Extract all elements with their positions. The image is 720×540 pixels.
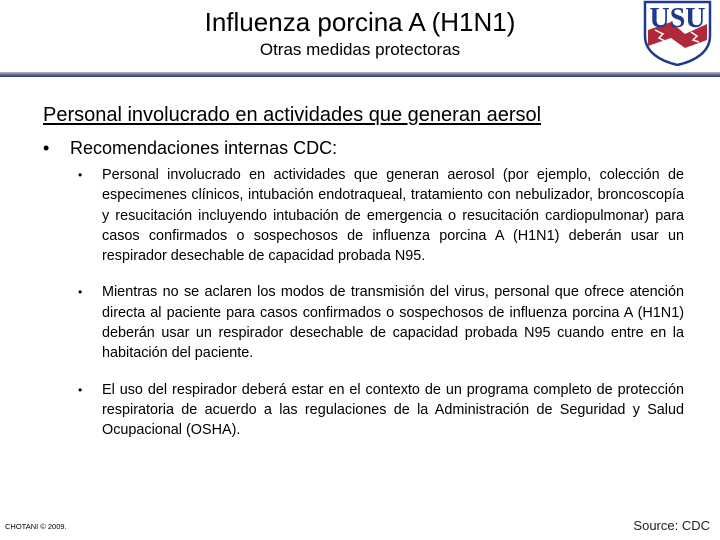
list-item-text: Mientras no se aclaren los modos de transmisión del virus, personal que ofrece atención directa al paciente para casos confirmados o sospechosos de influenza porcina A (H1N1) deberán usar un respirador desechable de capacidad probada N95 cuando entre en la habitación del paciente. [102, 284, 684, 362]
level1-text: Recomendaciones internas CDC: [70, 138, 338, 158]
header-divider [0, 72, 720, 77]
copyright-footer: CHOTANI © 2009. [5, 522, 67, 531]
source-footer: Source: CDC [633, 518, 710, 533]
list-item [78, 380, 684, 441]
bullet-icon: • [43, 138, 50, 158]
bullet-icon: • [78, 382, 83, 397]
bullet-icon: • [78, 285, 83, 300]
slide-title: Influenza porcina A (H1N1) [204, 7, 516, 37]
recommendation-list [78, 165, 684, 441]
bullet-icon: • [78, 168, 83, 182]
list-item [78, 165, 684, 266]
usu-shield-logo-icon [641, 0, 714, 66]
slide-subtitle: Otras medidas protectoras [259, 40, 461, 59]
list-item-text: Personal involucrado en actividades que generan aerosol (por ejemplo, colección de especimenes clínicos, intubación endotraqueal, tratamiento con nebulizador, broncoscopía y resucitación incluyendo intubación de emergencia o resucitación cardiopulmonar) para casos confirmados o sospechosos de influenza porcina A (H1N1) deberán usar un respirador desechable de capacidad probada N95. [102, 167, 684, 265]
section-heading: Personal involucrado en actividades que generan aersol [43, 104, 542, 126]
list-item-text: El uso del respirador deberá estar en el contexto de un programa completo de protección respiratoria de acuerdo a las regulaciones de la Administración de Seguridad y Salud Ocupacional (OSHA). [102, 381, 684, 439]
logo-text: USU [649, 3, 706, 34]
list-item [78, 282, 684, 363]
slide-header [0, 0, 720, 80]
